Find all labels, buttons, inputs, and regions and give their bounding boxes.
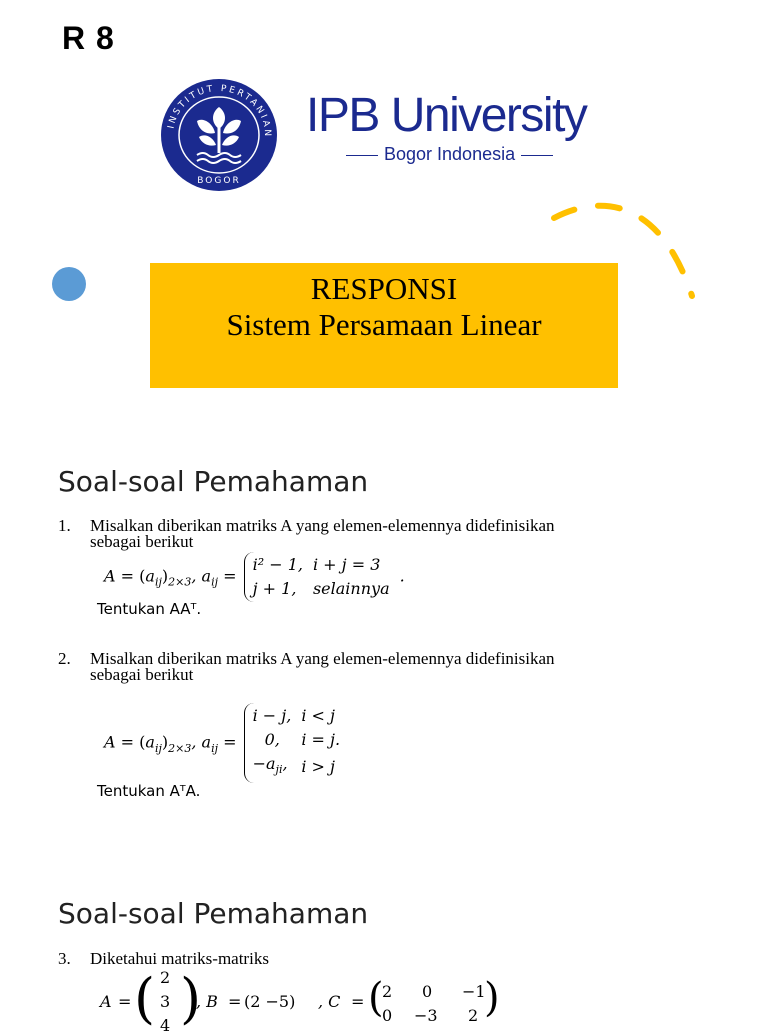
matrix-a-entry: 2 xyxy=(160,968,171,987)
matrix-b: (2 −5) xyxy=(244,992,296,1011)
case-expr: i − j, xyxy=(252,706,292,725)
formula-1: $A = (a_{ij})_{2\times 3}$, $a_{ij} = i^2 - 1$, i + j = 3 j + 1, selainnya. xyxy=(104,552,405,602)
ipb-seal-logo xyxy=(159,77,279,193)
section-heading-1: Soal-soal Pemahaman xyxy=(58,465,369,498)
case-cond: i = j. xyxy=(301,730,341,749)
case-cond: i + j = 3 xyxy=(312,555,381,574)
matrix-a-entry: 4 xyxy=(160,1016,171,1035)
question-number: 2. xyxy=(58,649,71,668)
section-heading-2: Soal-soal Pemahaman xyxy=(58,897,369,930)
question-1 xyxy=(58,518,555,550)
case-expr: 0, xyxy=(264,730,280,749)
matrix-c-entry: −1 xyxy=(462,982,486,1001)
question-text: Misalkan diberikan matriks A yang elemen-elemennya didefinisikan xyxy=(90,516,555,535)
title-banner xyxy=(150,263,618,388)
piecewise-cases-1 xyxy=(244,552,400,602)
seal-bottom-text: BOGOR xyxy=(197,176,241,186)
question-1-ask: Tentukan AAᵀ. xyxy=(97,600,202,618)
formula-2: $A = (a_{ij})_{2\times 3}$, $a_{ij} = i - j$, i < j 0, i = j. $-a_{ji}$, i > j xyxy=(104,703,350,783)
case-cond: i < j xyxy=(301,706,335,725)
matrix-c-entry: 2 xyxy=(468,1006,479,1025)
subtitle-rule-right xyxy=(521,155,553,157)
question-text-cont: sebagai berikut xyxy=(90,532,194,551)
question-3 xyxy=(58,951,269,967)
slide-code: R 8 xyxy=(62,20,115,56)
case-cond: selainnya xyxy=(312,579,390,598)
decorative-blue-dot xyxy=(52,267,86,301)
piecewise-cases-2 xyxy=(244,703,351,783)
university-name: IPB University xyxy=(306,89,587,142)
matrix-a-entry: 3 xyxy=(160,992,171,1011)
case-cond: i > j xyxy=(301,757,335,777)
question-text-cont: sebagai berikut xyxy=(90,665,194,684)
case-expr: $-a_{ji}$, xyxy=(252,754,288,777)
subtitle-text: Bogor Indonesia xyxy=(384,144,516,164)
matrix-c-entry: −3 xyxy=(414,1006,438,1025)
question-2 xyxy=(58,651,555,683)
banner-title: RESPONSI xyxy=(310,271,458,306)
case-expr: i² − 1, xyxy=(252,555,303,574)
matrix-c-entry: 2 xyxy=(382,982,393,1001)
question-number: 1. xyxy=(58,516,71,535)
university-subtitle xyxy=(340,144,559,165)
matrix-c-entry: 0 xyxy=(422,982,433,1001)
question-text: Misalkan diberikan matriks A yang elemen-elemennya didefinisikan xyxy=(90,649,555,668)
question-2-ask: Tentukan AᵀA. xyxy=(97,782,201,800)
seal-top-text: INSTITUT PERTANIAN xyxy=(166,83,273,139)
question-text: Diketahui matriks-matriks xyxy=(90,949,269,968)
banner-subtitle: Sistem Persamaan Linear xyxy=(226,307,542,342)
matrix-c-entry: 0 xyxy=(382,1006,393,1025)
case-expr: j + 1, xyxy=(252,579,297,598)
subtitle-rule-left xyxy=(346,155,378,157)
question-number: 3. xyxy=(58,949,71,968)
